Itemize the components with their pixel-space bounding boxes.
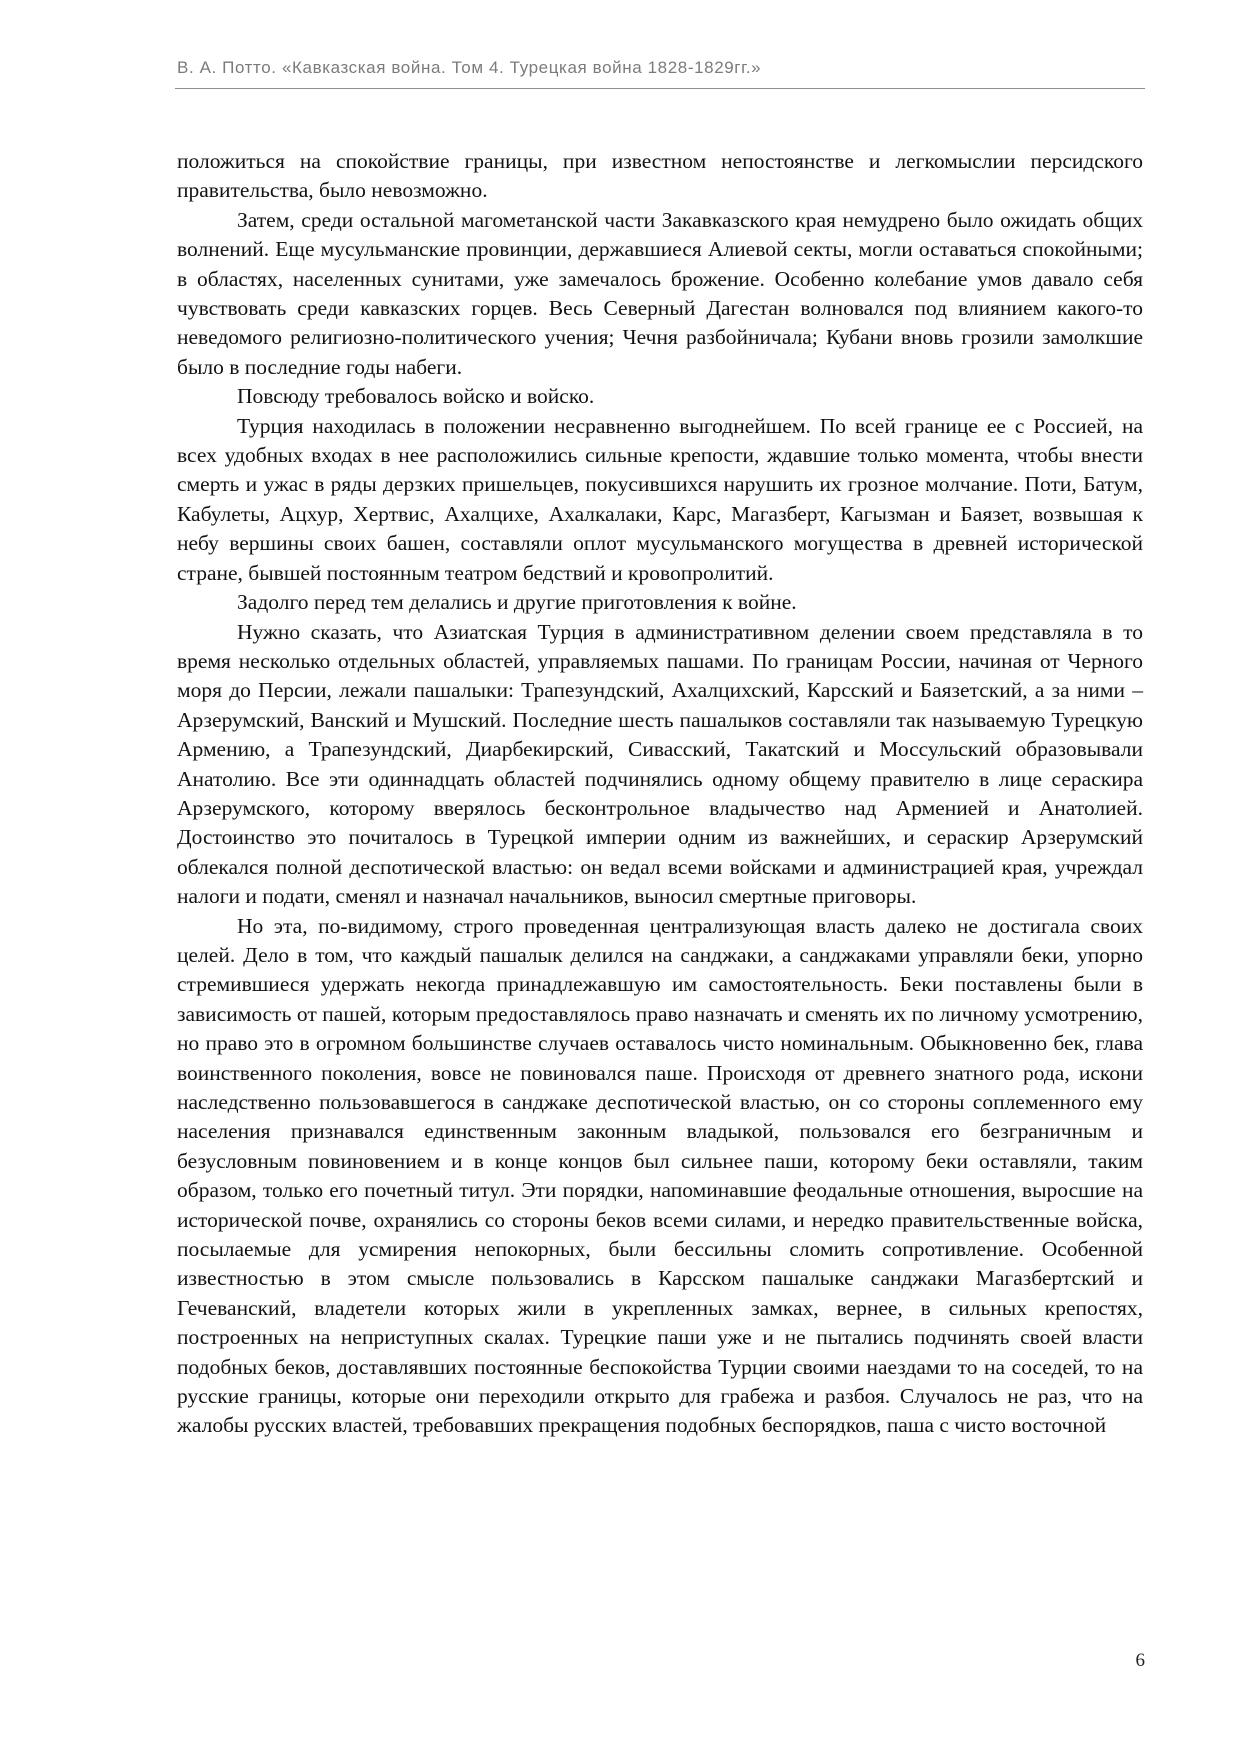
paragraph: Турция находилась в положении несравненно выгоднейшем. По всей границе ее с Россией, на всех удобных входах в нее расположились сильные крепости, ждавшие только момента, чтобы внести смерть и ужас в ряды дерзких пришельцев, покусившихся нарушить их грозное молчание. Поти, Батум, Кабулеты, Ацхур, Хертвис, Ахалцихе, Ахалкалаки, Карс, Магазберт, Кагызман и Баязет, возвышая к небу вершины своих башен, составляли оплот мусульманского могущества в древней исторической стране, бывшей постоянным театром бедствий и кровопролитий. <box>177 413 1143 585</box>
paragraph: Затем, среди остальной магометанской части Закавказского края немудрено было ожидать общих волнений. Еще мусульманские провинции, державшиеся Алиевой секты, могли оставаться спокойными; в областях, населенных сунитами, уже замечалось брожение. Особенно колебание умов давало себя чувствовать среди кавказских горцев. Весь Северный Дагестан волновался под влиянием какого-то неведомого религиозно-политического учения; Чечня разбойничала; Кубани вновь грозили замолкшие было в последние годы набеги. <box>177 207 1143 379</box>
paragraph-continued: положиться на спокойствие границы, при известном непостоянстве и легкомыслии персидского правительства, было невозможно. <box>177 149 1143 203</box>
paragraph: Нужно сказать, что Азиатская Турция в административном делении своем представляла в то время несколько отдельных областей, управляемых пашами. По границам России, начиная от Черного моря до Персии, лежали пашалыки: Трапезундский, Ахалцихский, Карсский и Баязетский, а за ними – Арзерумский, Ванский и Мушский. Последние шесть пашалыков составляли так называемую Турецкую Армению, а Трапезундский, Диарбекирский, Сивасский, Такатский и Моссульский образовывали Анатолию. Все эти одиннадцать областей подчинялись одному общему правителю в лице сераскира Арзерумского, которому вверялось бесконтрольное владычество над Арменией и Анатолией. Достоинство это почиталось в Турецкой империи одним из важнейших, и сераскир Арзерумский облекался полной деспотической властью: он ведал всеми войсками и администрацией края, учреждал налоги и подати, сменял и назначал начальников, выносил смертные приговоры. <box>177 619 1143 909</box>
running-header: В. А. Потто. «Кавказская война. Том 4. Турецкая война 1828-1829гг.» <box>177 58 762 77</box>
paragraph: Повсюду требовалось войско и войско. <box>237 384 595 409</box>
page-number: 6 <box>1135 1650 1145 1671</box>
main-text <box>177 147 1143 1441</box>
paragraph: Задолго перед тем делались и другие приготовления к войне. <box>237 590 797 615</box>
paragraph: Но эта, по-видимому, строго проведенная централизующая власть далеко не достигала своих целей. Дело в том, что каждый пашалык делился на санджаки, а санджаками управляли беки, упорно стремившиеся удержать некогда принадлежавшую им самостоятельность. Беки поставлены были в зависимость от пашей, которым предоставлялось право назначать и сменять их по личному усмотрению, но право это в огромном большинстве случаев оставалось чисто номинальным. Обыкновенно бек, глава воинственного поколения, вовсе не повиновался паше. Происходя от древнего знатного рода, искони наследственно пользовавшегося в санджаке деспотической властью, он со стороны соплеменного ему населения признавался единственным законным владыкой, пользовался его безграничным и безусловным повиновением и в конце концов был сильнее паши, которому беки оставляли, таким образом, только его почетный титул. Эти порядки, напоминавшие феодальные отношения, выросшие на исторической почве, охранялись со стороны беков всеми силами, и нередко правительственные войска, посылаемые для усмирения непокорных, были бессильны сломить сопротивление. Особенной известностью в этом смысле пользовались в Карсском пашалыке санджаки Магазбертский и Гечеванский, владетели которых жили в укрепленных замках, вернее, в сильных крепостях, построенных на неприступных скалах. Турецкие паши уже и не пытались подчинять своей власти подобных беков, доставлявших постоянные беспокойства Турции своими наездами то на соседей, то на русские границы, которые они переходили открыто для грабежа и разбоя. Случалось не раз, что на жалобы русских властей, требовавших прекращения подобных беспорядков, паша с чисто восточной <box>177 913 1143 1438</box>
header-rule <box>175 88 1145 89</box>
